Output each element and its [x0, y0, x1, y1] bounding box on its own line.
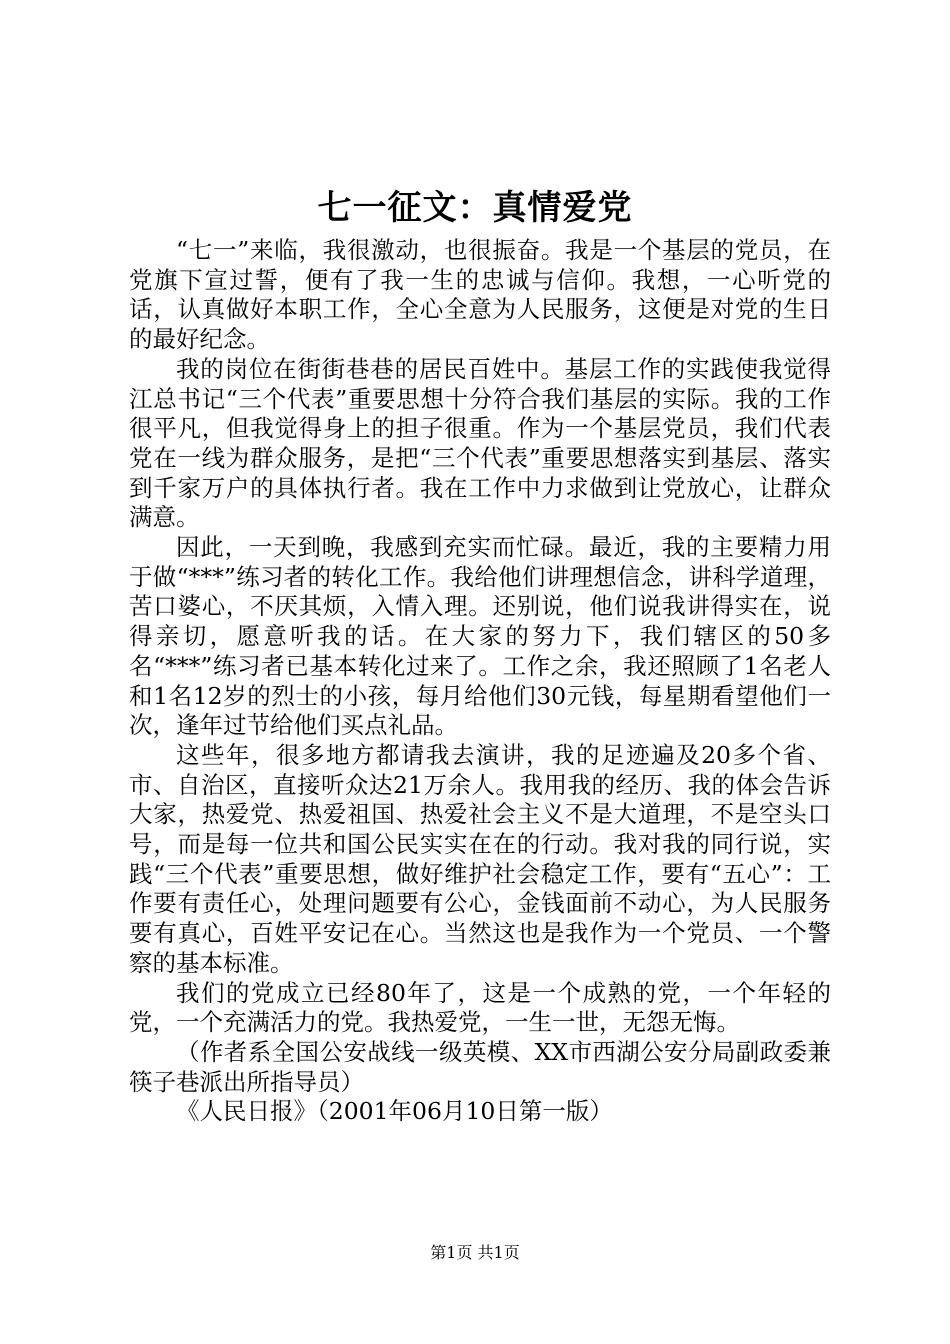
paragraph: 我们的党成立已经80年了，这是一个成熟的党，一个年轻的党，一个充满活力的党。我热爱党，一生一世，无怨无悔。	[129, 978, 831, 1037]
source-citation: 《人民日报》（2001年06月10日第一版）	[176, 1097, 613, 1126]
author-note: （作者系全国公安战线一级英模、XX市西湖公安分局副政委兼筷子巷派出所指导员）	[129, 1037, 831, 1096]
document-title: 七一征文：真情爱党	[317, 188, 633, 228]
document-body	[129, 236, 831, 1127]
paragraph: 因此，一天到晚，我感到充实而忙碌。最近，我的主要精力用于做“***”练习者的转化工作。我给他们讲理想信念，讲科学道理，苦口婆心，不厌其烦，入情入理。还别说，他们说我讲得实在，说得亲切，愿意听我的话。在大家的努力下，我们辖区的50多名“***”练习者已基本转化过来了。工作之余，我还照顾了1名老人和1名12岁的烈士的小孩，每月给他们30元钱，每星期看望他们一次，逢年过节给他们买点礼品。	[129, 533, 831, 740]
paragraph: “七一”来临，我很激动，也很振奋。我是一个基层的党员，在党旗下宣过誓，便有了我一生的忠诚与信仰。我想，一心听党的话，认真做好本职工作，全心全意为人民服务，这便是对党的生日的最好纪念。	[129, 236, 831, 354]
page-number-footer: 第1页 共1页	[430, 1243, 520, 1262]
paragraph: 我的岗位在街街巷巷的居民百姓中。基层工作的实践使我觉得江总书记“三个代表”重要思想十分符合我们基层的实际。我的工作很平凡，但我觉得身上的担子很重。作为一个基层党员，我们代表党在一线为群众服务，是把“三个代表”重要思想落实到基层、落实到千家万户的具体执行者。我在工作中力求做到让党放心，让群众满意。	[129, 354, 831, 532]
paragraph: 这些年，很多地方都请我去演讲，我的足迹遍及20多个省、市、自治区，直接听众达21万余人。我用我的经历、我的体会告诉大家，热爱党、热爱祖国、热爱社会主义不是大道理，不是空头口号，而是每一位共和国公民实实在在的行动。我对我的同行说，实践“三个代表”重要思想，做好维护社会稳定工作，要有“五心”：工作要有责任心，处理问题要有公心，金钱面前不动心，为人民服务要有真心，百姓平安记在心。当然这也是我作为一个党员、一个警察的基本标准。	[129, 740, 831, 977]
